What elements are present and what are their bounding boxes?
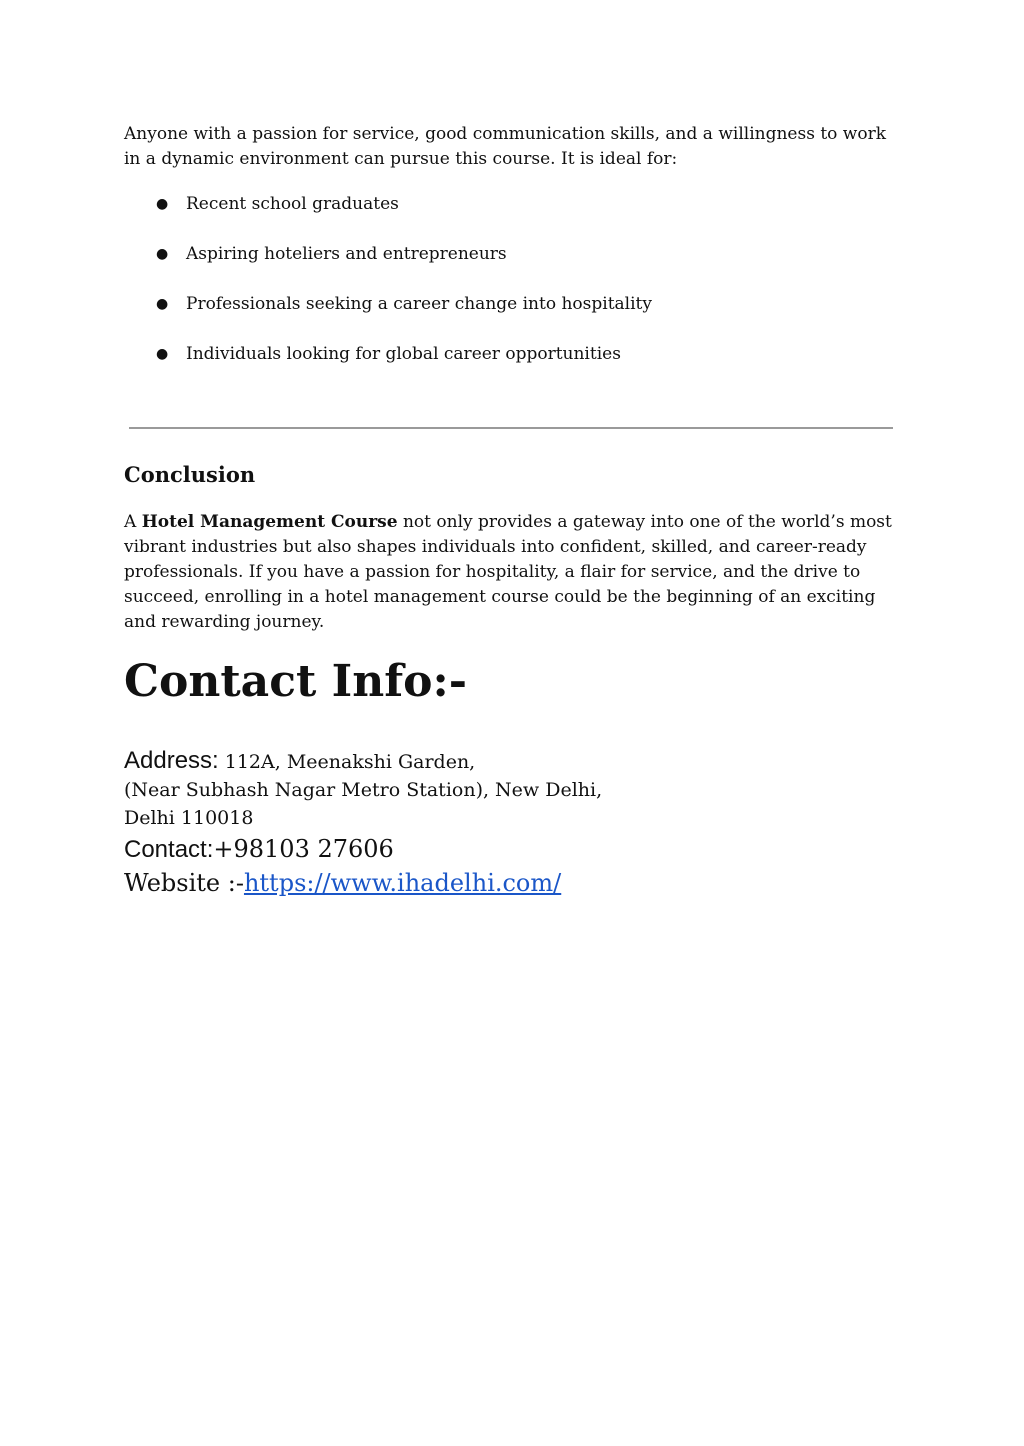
address-label: Address:	[124, 747, 219, 774]
address-line-1: 112A, Meenakshi Garden,	[218, 751, 476, 773]
conclusion-paragraph	[124, 510, 899, 635]
list-item-text: Aspiring hoteliers and entrepreneurs	[186, 244, 507, 264]
contact-heading: Contact Info:-	[124, 656, 467, 707]
bullet-icon: ●	[156, 196, 169, 212]
list-item	[124, 342, 652, 367]
conclusion-heading: Conclusion	[124, 462, 256, 487]
list-item-text: Recent school graduates	[186, 194, 399, 214]
list-item-text: Professionals seeking a career change into hospitality	[186, 294, 652, 314]
contact-line	[124, 832, 899, 866]
phone-number: +98103 27606	[213, 835, 394, 863]
list-item-text: Individuals looking for global career opportunities	[186, 344, 621, 364]
contact-info	[124, 744, 899, 900]
intro-paragraph: Anyone with a passion for service, good communication skills, and a willingness to work in a dynamic environment can pursue this course. It is ideal for:	[124, 124, 887, 169]
horizontal-divider	[129, 427, 893, 429]
address-line-2: (Near Subhash Nagar Metro Station), New Delhi,	[124, 779, 603, 801]
bullet-icon: ●	[156, 346, 169, 362]
list-item	[124, 292, 652, 317]
conclusion-body: not only provides a gateway into one of the world’s most vibrant industries but also shapes individuals into confident, skilled, and career-ready professionals. If you have a passion for hospitality, a flair for service, and the drive to succeed, enrolling in a hotel management course could be the beginning of an exciting and rewarding journey.	[124, 512, 892, 632]
bullet-icon: ●	[156, 296, 169, 312]
bullet-icon: ●	[156, 246, 169, 262]
list-item	[124, 192, 652, 217]
conclusion-bold-term: Hotel Management Course	[141, 512, 398, 532]
audience-list	[124, 192, 652, 392]
conclusion-prefix: A	[124, 512, 142, 532]
address-line-3: Delhi 110018	[124, 807, 254, 829]
address-line	[124, 744, 899, 776]
website-line	[124, 866, 899, 900]
contact-label: Contact:	[124, 836, 214, 863]
website-label: Website :-	[124, 869, 244, 897]
website-link[interactable]: https://www.ihadelhi.com/	[243, 869, 562, 897]
list-item	[124, 242, 652, 267]
